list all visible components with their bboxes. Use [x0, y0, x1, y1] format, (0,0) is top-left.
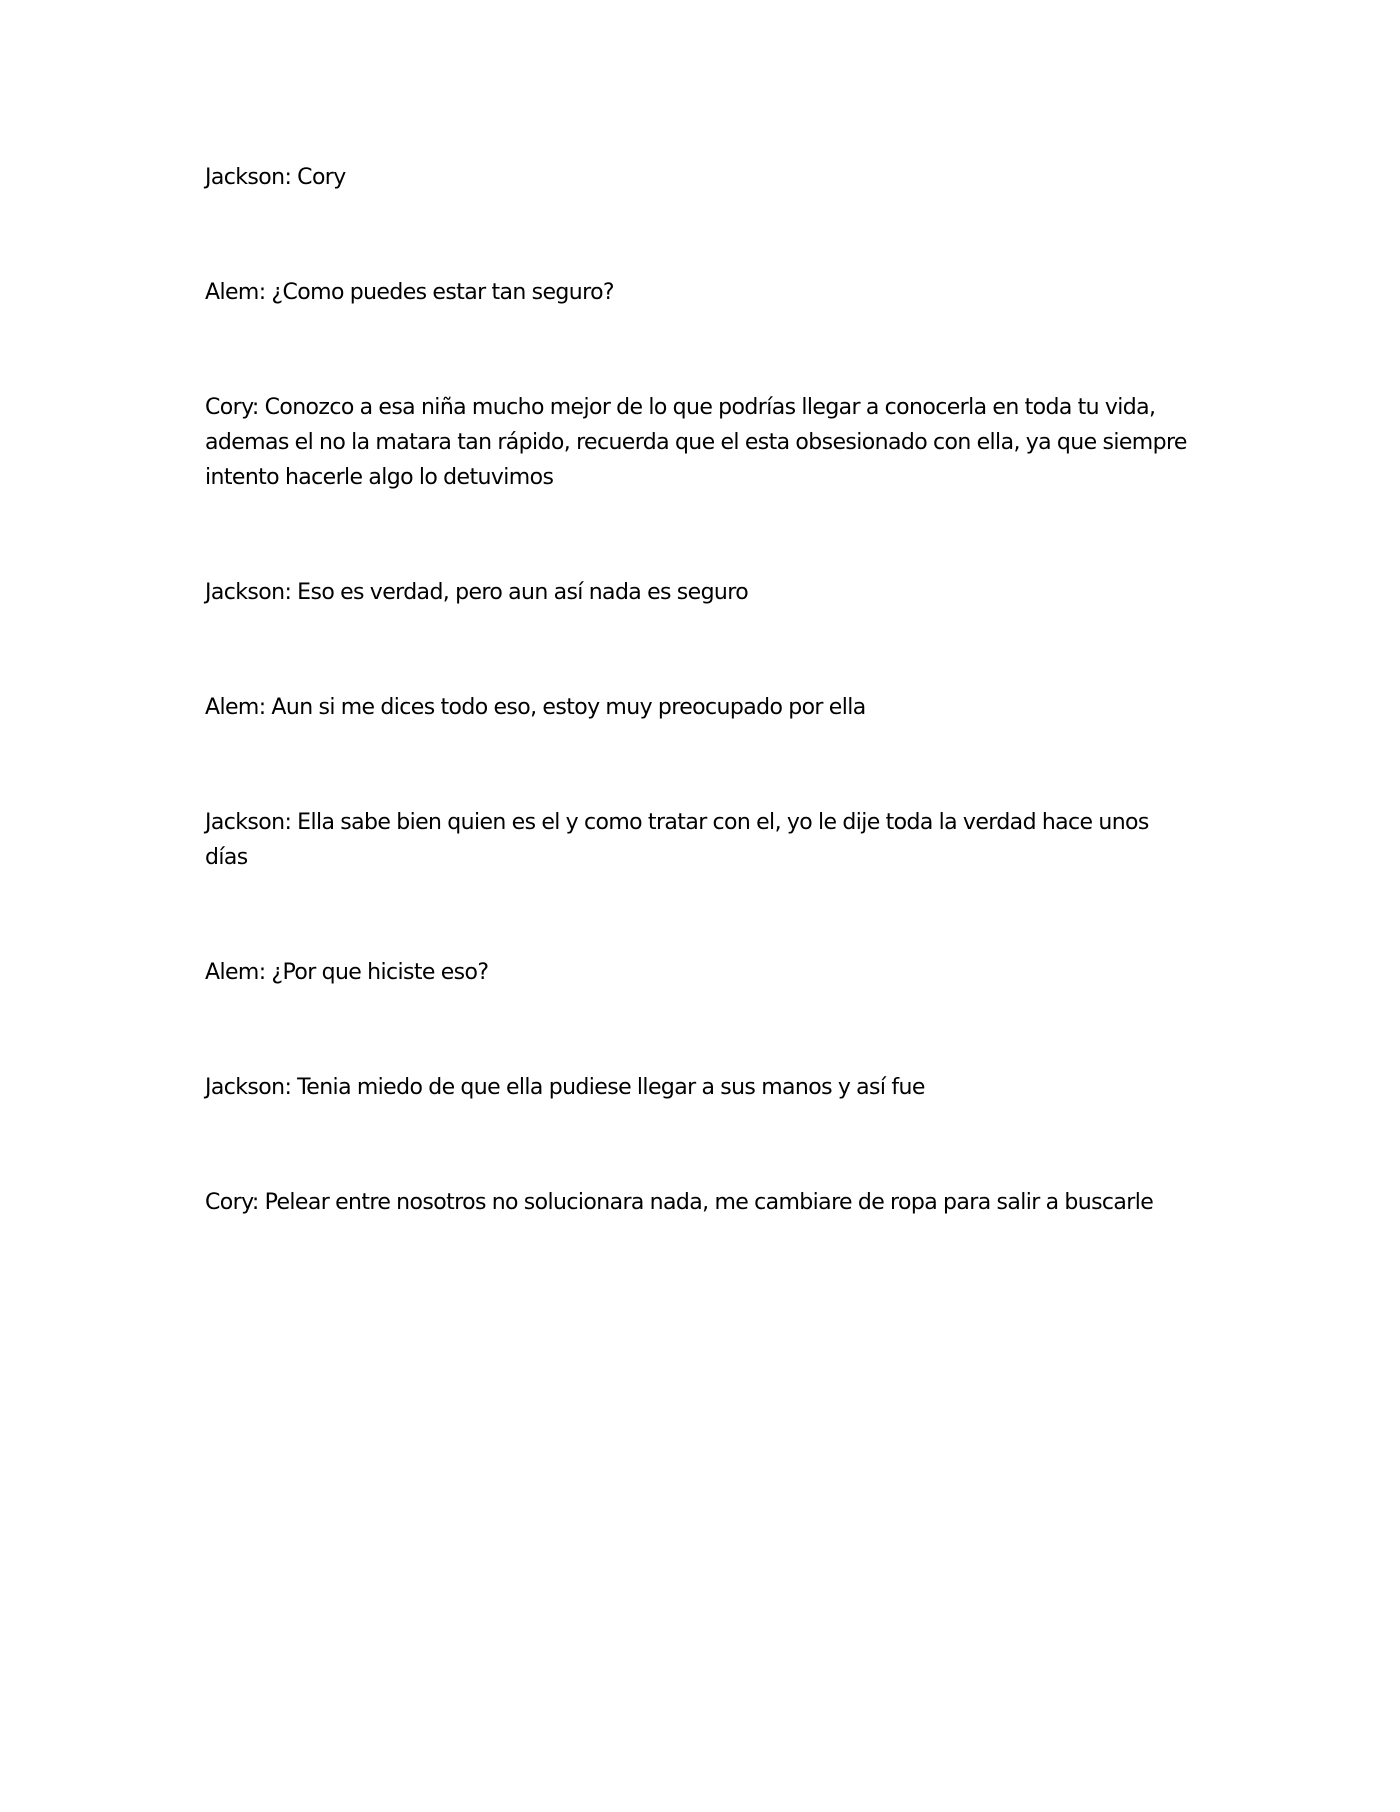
dialogue-line: Cory: Conozco a esa niña mucho mejor de lo que podrías llegar a conocerla en toda tu vida, ademas el no la matara tan rápido, recuerda que el esta obsesionado con ella, ya que siempre intento hacerle algo lo detuvimos [205, 395, 1187, 490]
dialogue-line: Alem: Aun si me dices todo eso, estoy muy preocupado por ella [205, 695, 866, 720]
document-body [205, 160, 1195, 1300]
dialogue-line: Cory: Pelear entre nosotros no solucionara nada, me cambiare de ropa para salir a buscarle [205, 1190, 1154, 1215]
dialogue-line: Jackson: Tenia miedo de que ella pudiese llegar a sus manos y así fue [205, 1075, 925, 1100]
dialogue-line: Jackson: Eso es verdad, pero aun así nada es seguro [205, 580, 749, 605]
dialogue-line: Alem: ¿Por que hiciste eso? [205, 960, 489, 985]
dialogue-line: Jackson: Cory [205, 165, 346, 190]
dialogue-line: Alem: ¿Como puedes estar tan seguro? [205, 280, 615, 305]
dialogue-line: Jackson: Ella sabe bien quien es el y como tratar con el, yo le dije toda la verdad hace unos días [205, 810, 1149, 870]
